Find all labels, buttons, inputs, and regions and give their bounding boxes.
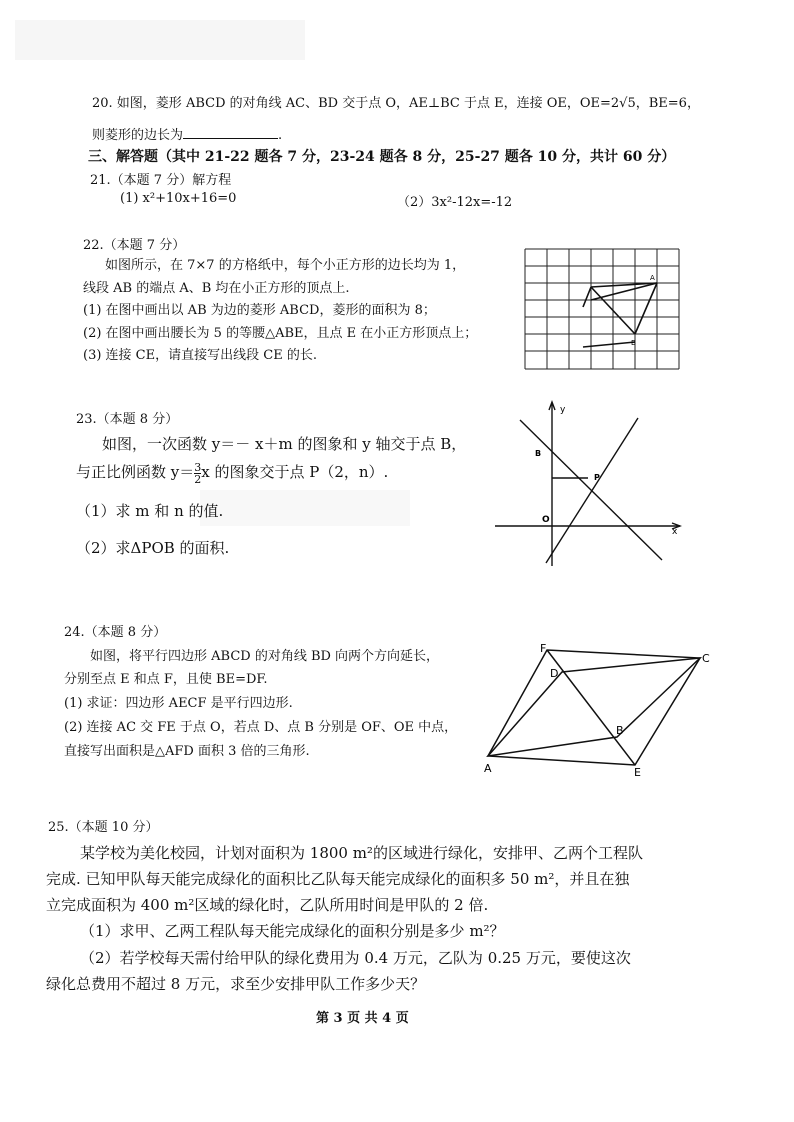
frac-denominator: 2 <box>194 472 202 486</box>
proportional-function-line <box>546 418 638 563</box>
q25-part2-line: 绿化总费用不超过 8 万元，求至少安排甲队工作多少天？ <box>46 975 426 993</box>
q22-grid-figure <box>523 247 683 372</box>
q22-line: (3) 连接 CE，请直接写出线段 CE 的长. <box>83 348 317 363</box>
diagonal-fe <box>547 650 635 765</box>
q24-line: 如图，将平行四边形 ABCD 的对角线 BD 向两个方向延长， <box>90 649 440 664</box>
q23-part1: （1）求 m 和 n 的值. <box>76 502 224 520</box>
q20-period: . <box>278 128 283 143</box>
q22-drawn-lines <box>583 283 657 347</box>
q20-line2 <box>92 124 282 143</box>
point-e-label: E <box>634 766 641 779</box>
q20-prompt: 则菱形的边长为 <box>92 128 184 143</box>
page-number: 第 3 页 共 4 页 <box>316 1011 409 1026</box>
point-c-label: C <box>702 652 710 665</box>
scan-artifact <box>15 20 305 60</box>
q23-title: 23.（本题 8 分） <box>76 412 179 427</box>
q25-line: 某学校为美化校园，计划对面积为 1800 m²的区域进行绿化，安排甲、乙两个工程队 <box>80 844 643 862</box>
x-axis-label: x <box>672 527 678 537</box>
q24-line: (1) 求证：四边形 AECF 是平行四边形. <box>64 696 293 711</box>
frac-numerator: 3 <box>194 460 202 474</box>
q25-title: 25.（本题 10 分） <box>48 820 159 835</box>
point-a-label: A <box>484 762 492 775</box>
point-d-label: D <box>550 667 559 680</box>
q25-line: 立完成面积为 400 m²区域的绿化时，乙队所用时间是甲队的 2 倍. <box>46 896 489 914</box>
q24-title: 24.（本题 8 分） <box>64 625 167 640</box>
point-b-label: B <box>535 449 542 458</box>
q24-line: (2) 连接 AC 交 FE 于点 O，若点 D、点 B 分别是 OF、OE 中点， <box>64 720 458 735</box>
q22-line: (1) 在图中画出以 AB 为边的菱形 ABCD，菱形的面积为 8； <box>83 303 436 318</box>
q23-part2: （2）求ΔPOB 的面积. <box>76 539 230 557</box>
q25-line: 完成. 已知甲队每天能完成绿化的面积比乙队每天能完成绿化的面积多 50 m²，并且在独 <box>46 870 630 888</box>
q25-part2-line: （2）若学校每天需付给甲队的绿化费用为 0.4 万元，乙队为 0.25 万元，要使这次 <box>80 949 631 967</box>
q22-title: 22.（本题 7 分） <box>83 238 186 253</box>
q20-line1: 20. 如图，菱形 ABCD 的对角线 AC、BD 交于点 O，AE⊥BC 于点 E，连接 OE，OE=2√5，BE=6， <box>92 96 700 111</box>
point-b-label: B <box>616 724 624 737</box>
grid-lines <box>525 249 679 369</box>
q21-part2: （2）3x²-12x=-12 <box>397 195 513 210</box>
q22-line: (2) 在图中画出腰长为 5 的等腰△ABE，且点 E 在小正方形顶点上； <box>83 326 478 341</box>
q24-line: 分别至点 E 和点 F，且使 BE=DF. <box>64 672 268 687</box>
q23-line2-post: x 的图象交于点 P（2，n）. <box>201 463 389 481</box>
q23-line2 <box>76 461 388 485</box>
quad-aecf <box>488 650 700 765</box>
quad-abcd <box>488 658 700 756</box>
scan-artifact <box>200 490 410 526</box>
q23-line1: 如图，一次函数 y＝－ x＋m 的图象和 y 轴交于点 B， <box>102 435 467 453</box>
q24-parallelogram-figure <box>480 640 720 780</box>
origin-label: O <box>542 515 550 525</box>
q22-line: 如图所示，在 7×7 的方格纸中，每个小正方形的边长均为 1， <box>105 258 466 273</box>
q24-line: 直接写出面积是△AFD 面积 3 倍的三角形. <box>64 744 310 759</box>
q25-part1: （1）求甲、乙两工程队每天能完成绿化的面积分别是多少 m²？ <box>80 922 505 940</box>
q23-function-graph <box>490 398 690 570</box>
point-b-label: B <box>631 339 636 347</box>
q23-line2-pre: 与正比例函数 y＝ <box>76 463 195 481</box>
linear-function-line <box>520 420 662 560</box>
point-f-label: F <box>540 642 547 655</box>
q21-title: 21.（本题 7 分）解方程 <box>90 173 232 188</box>
answer-blank <box>183 126 278 139</box>
q22-line: 线段 AB 的端点 A、B 均在小正方形的顶点上. <box>83 281 350 296</box>
point-a-label: A <box>650 274 655 282</box>
q21-part1: (1) x²+10x+16=0 <box>120 191 237 206</box>
point-p-label: P <box>594 473 600 482</box>
section-header: 三、解答题（其中 21-22 题各 7 分，23-24 题各 8 分，25-27 题各 10 分，共计 60 分） <box>88 149 676 165</box>
y-axis-label: y <box>560 405 566 415</box>
